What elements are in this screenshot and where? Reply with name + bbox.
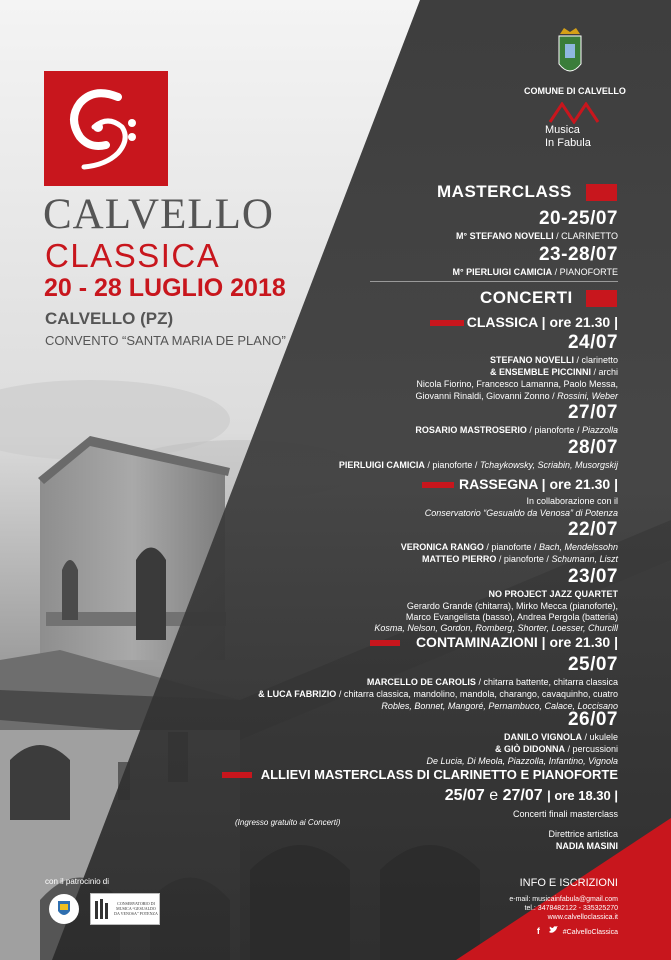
contaminazioni-d1-date: 25/07 [567, 654, 618, 675]
facebook-icon[interactable]: f [536, 926, 540, 936]
performer-name: & ENSEMBLE PICCINNI [489, 367, 591, 377]
classica-red-bar [430, 320, 464, 326]
concerti-heading: CONCERTI [480, 288, 573, 307]
classica-d1-line2 [490, 366, 618, 378]
masterclass-2-instrument: PIANOFORTE [559, 267, 618, 277]
comune-label: COMUNE DI CALVELLO [524, 86, 626, 96]
info-email: e-mail: musicainfabula@gmail.com [509, 896, 618, 903]
title-calvello: CALVELLO [43, 191, 274, 238]
allievi-dates [445, 787, 618, 805]
allievi-date-a: 25/07 [444, 787, 485, 804]
rassegna-d2-date: 23/07 [567, 566, 618, 587]
performer-name: VERONICA RANGO [400, 542, 484, 552]
rassegna-d2-line1: Gerardo Grande (chitarra), Mirko Mecca (pianoforte), [406, 601, 618, 611]
composers: Bach, Mendelssohn [538, 542, 618, 552]
festival-logo [44, 71, 168, 186]
concerti-red-bar [586, 290, 617, 307]
social-row [536, 921, 618, 936]
info-heading: INFO E ISCRIZIONI [519, 877, 618, 889]
rassegna-d1-a [401, 541, 618, 553]
classica-d1-line3: Nicola Fiorino, Francesco Lamanna, Paolo Messa, [416, 379, 618, 389]
classica-d1-line4 [416, 390, 618, 402]
rassegna-d1-b [422, 553, 618, 565]
performer-name: STEFANO NOVELLI [489, 355, 574, 365]
performer-instrument: / chitarra classica, mandolino, mandola, charango, cavaquinho, cuatro [338, 689, 618, 699]
social-hashtag: #CalvelloClassica [562, 929, 618, 936]
allievi-date-b: 27/07 [502, 787, 543, 804]
rassegna-collab-line2 [425, 507, 618, 519]
composers: Robles, Bonnet, Mangoré, Pernambuco, Calace, Loccisano [381, 701, 618, 711]
performer-name: MATTEO PIERRO [422, 554, 497, 564]
performer-instrument: / clarinetto [576, 355, 618, 365]
composers: De Lucia, Di Meola, Piazzolla, Infantino, Vignola [426, 756, 618, 766]
festival-place: CALVELLO (PZ) [45, 309, 174, 328]
rassegna-d2-line2: Marco Evangelista (basso), Andrea Pergola (batteria) [405, 612, 618, 622]
composers: Schumann, Liszt [551, 554, 618, 564]
musica-in-fabula-line1: Musica [545, 124, 580, 136]
festival-dates: 20 - 28 LUGLIO 2018 [44, 274, 286, 302]
contaminazioni-d2-a [504, 731, 618, 743]
twitter-icon[interactable] [549, 926, 558, 934]
classica-d1-date: 24/07 [567, 332, 618, 353]
contaminazioni-d1-b [258, 688, 618, 700]
masterclass-1-teacher-name: M° STEFANO NOVELLI [456, 231, 554, 241]
performer-instrument: / pianoforte / [529, 425, 580, 435]
musica-in-fabula-line2: In Fabula [545, 137, 591, 149]
composers: Kosma, Nelson, Gordon, Romberg, Shorter, Loesser, Churcill [374, 623, 618, 633]
classica-d2-line [415, 424, 618, 436]
conservatorio-name: Conservatorio “Gesualdo da Venosa” di Potenza [424, 508, 618, 518]
contaminazioni-d2-b [495, 743, 618, 755]
masterclass-heading: MASTERCLASS [437, 182, 572, 201]
free-entry-note: (Ingresso gratuito ai Concerti) [235, 818, 341, 827]
performer-name: & LUCA FABRIZIO [258, 689, 337, 699]
allievi-heading: ALLIEVI MASTERCLASS DI CLARINETTO E PIANOFORTE [260, 767, 618, 782]
performer-name: & GIÒ DIDONNA [494, 744, 565, 754]
director-name-text: NADIA MASINI [555, 841, 618, 851]
patrocinio-label: con il patrocinio di [45, 877, 110, 886]
title-classica: CLASSICA [45, 237, 221, 274]
performer-instrument: / pianoforte / [427, 460, 478, 470]
classica-d1-line1 [490, 354, 618, 366]
patrocinio-seal-icon [48, 893, 80, 925]
performer-instrument: / ukulele [584, 732, 618, 742]
masterclass-1-teacher: M° STEFANO NOVELLI / CLARINETTO [456, 231, 618, 241]
ensemble-members: Giovanni Rinaldi, Giovanni Zonno / [415, 391, 555, 401]
masterclass-1-date: 20-25/07 [538, 208, 618, 229]
rassegna-red-bar [422, 482, 454, 488]
contaminazioni-d2-comp [427, 755, 618, 767]
contaminazioni-d1-a [367, 676, 618, 688]
director-name [556, 840, 618, 852]
rassegna-heading: RASSEGNA | ore 21.30 | [458, 476, 618, 492]
contaminazioni-heading: CONTAMINAZIONI | ore 21.30 | [415, 634, 618, 650]
performer-instrument: / percussioni [567, 744, 618, 754]
rassegna-d1-date: 22/07 [567, 519, 618, 540]
musica-in-fabula-logo-icon [548, 102, 608, 124]
director-role: Direttrice artistica [548, 829, 618, 839]
performer-instrument: / pianoforte / [486, 542, 537, 552]
composers: Piazzolla [581, 425, 618, 435]
classica-d2-date: 27/07 [567, 402, 618, 423]
divider [370, 281, 618, 282]
rassegna-d2-line3 [374, 622, 618, 634]
masterclass-1-instrument: CLARINETTO [561, 231, 618, 241]
contaminazioni-d2-date: 26/07 [567, 709, 618, 730]
performer-instrument: / chitarra battente, chitarra classica [478, 677, 618, 687]
performer-name: PIERLUIGI CAMICIA [338, 460, 425, 470]
allievi-sub: Concerti finali masterclass [512, 809, 618, 819]
performer-name: MARCELLO DE CAROLIS [366, 677, 476, 687]
allievi-date-join: e [489, 787, 499, 804]
masterclass-2-teacher-name: M° PIERLUIGI CAMICIA [452, 267, 553, 277]
rassegna-collab-line1: In collaborazione con il [526, 496, 618, 506]
comune-crest-icon [557, 28, 583, 82]
rassegna-d2-name [488, 588, 618, 600]
contaminazioni-red-bar [370, 640, 400, 646]
classica-heading: CLASSICA | ore 21.30 | [466, 314, 618, 330]
performer-name: NO PROJECT JAZZ QUARTET [488, 589, 618, 599]
conservatorio-label: CONSERVATORIO DI MUSICA “GESUALDO DA VENOSA” POTENZA [114, 901, 158, 916]
info-tel: tel.: 3478482122 - 335325270 [524, 905, 618, 912]
classica-d3-line [339, 459, 618, 471]
masterclass-2-date: 23-28/07 [538, 244, 618, 265]
performer-instrument: / archi [593, 367, 618, 377]
performer-instrument: / pianoforte / [498, 554, 549, 564]
performer-name: DANILO VIGNOLA [503, 732, 582, 742]
composers: Tchaykowsky, Scriabin, Musorgskij [479, 460, 618, 470]
conservatorio-logo [90, 893, 160, 925]
info-web: www.calvelloclassica.it [547, 914, 618, 921]
masterclass-2-teacher: M° PIERLUIGI CAMICIA / PIANOFORTE [452, 267, 618, 277]
allievi-time: | ore 18.30 | [547, 788, 618, 803]
allievi-red-bar [222, 772, 252, 778]
performer-name: ROSARIO MASTROSERIO [415, 425, 527, 435]
festival-venue: CONVENTO “SANTA MARIA DE PLANO” [45, 333, 286, 348]
composers: Rossini, Weber [557, 391, 618, 401]
classica-d3-date: 28/07 [567, 437, 618, 458]
masterclass-red-bar [586, 184, 617, 201]
